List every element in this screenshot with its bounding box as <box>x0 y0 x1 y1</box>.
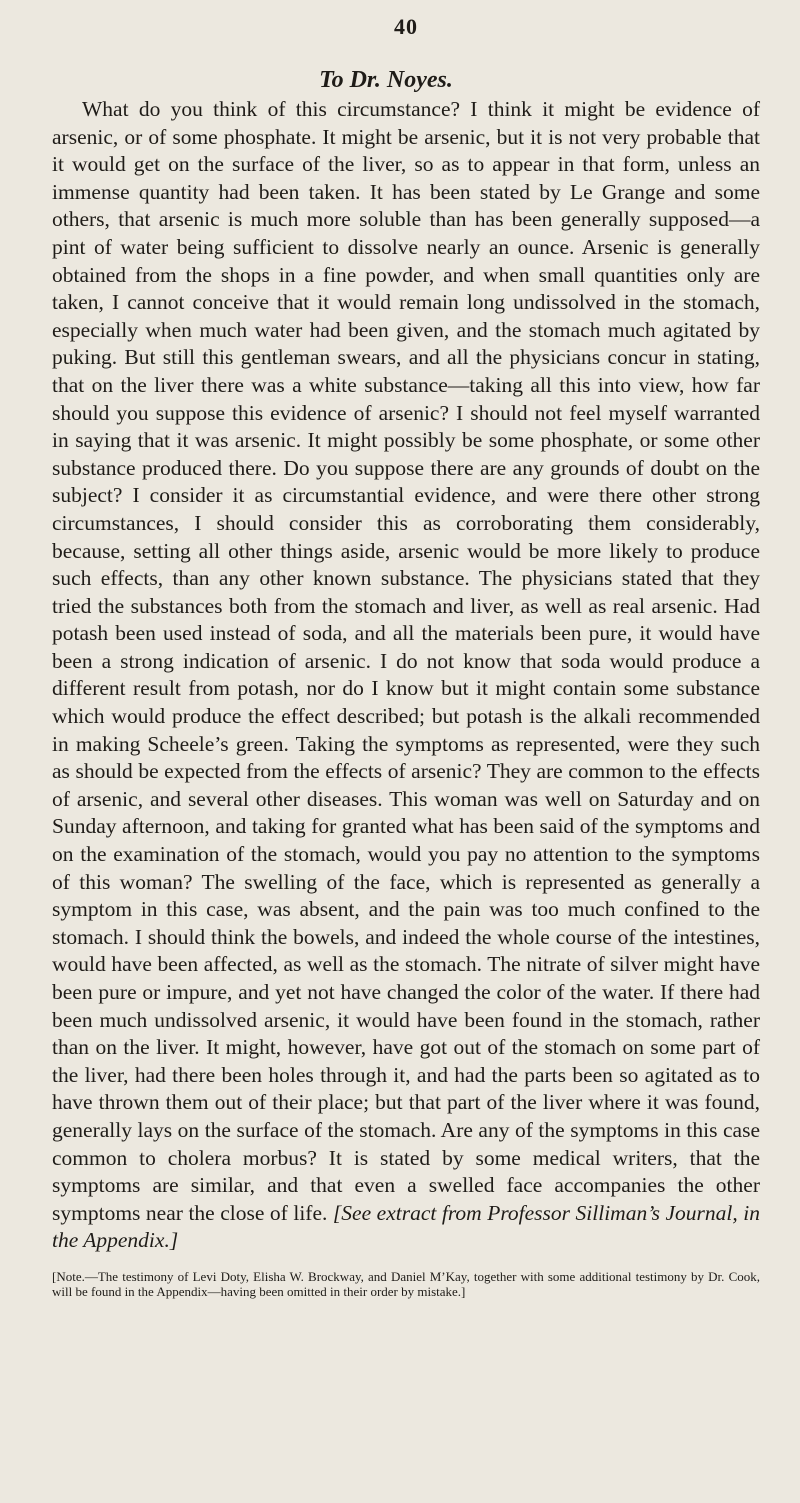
appendix-reference: [See extract from Professor Silliman’s Journal, in the Appendix.] <box>52 1200 760 1253</box>
section-heading: To Dr. Noyes. <box>319 67 453 93</box>
footnote: [Note.—The testimony of Levi Doty, Elisha W. Brockway, and Daniel M’Kay, together with some additional testimony by Dr. Cook, will be found in the Appendix—having been omitted in their order by mistake.] <box>52 1268 760 1299</box>
body-paragraph <box>52 96 760 1255</box>
page-number: 40 <box>394 14 418 39</box>
body-text: What do you think of this circumstance? I think it might be evidence of arsenic, or of some phosphate. It might be arsenic, but it is not very probable that it would get on the surface of the liver, so as to appear in that form, unless an immense quantity had been taken. It has been stated by Le Grange and some others, that arsenic is much more soluble than has been generally supposed—a pint of water being sufficient to dissolve nearly an ounce. Arsenic is generally obtained from the shops in a fine powder, and when small quantities only are taken, I cannot conceive that it would remain long undissolved in the stomach, especially when much water had been given, and the stomach much agitated by puking. But still this gentleman swears, and all the physicians concur in stating, that on the liver there was a white substance—taking all this into view, how far should you suppose this evidence of arsenic? I should not feel myself warranted in saying that it was arsenic. It might possibly be some phosphate, or some other substance produced there. Do you suppose there are any grounds of doubt on the subject? I consider it as circumstantial evidence, and were there other strong circumstances, I should consider this as corroborating them considerably, because, setting all other things aside, arsenic would be more likely to produce such effects, than any other known substance. The physicians stated that they tried the substances both from the stomach and liver, as well as real arsenic. Had potash been used instead of soda, and all the materials been pure, it would have been a strong indication of arsenic. I do not know that soda would produce a different result from potash, nor do I know but it might contain some substance which would produce the effect described; but potash is the alkali recommended in making Scheele’s green. Taking the symptoms as represented, were they such as should be expected from the effects of arsenic? They are common to the effects of arsenic, and several other diseases. This woman was well on Saturday and on Sunday afternoon, and taking for granted what has been said of the symptoms and on the examination of the stomach, would you pay no attention to the symptoms of this woman? The swelling of the face, which is represented as generally a symptom in this case, was absent, and the pain was too much confined to the stomach. I should think the bowels, and indeed the whole course of the intestines, would have been affected, as well as the stomach. The nitrate of silver might have been pure or impure, and yet not have changed the color of the water. If there had been much undissolved arsenic, it would have been found in the stomach, rather than on the liver. It might, however, have got out of the stomach on some part of the liver, had there been holes through it, and had the parts been so agitated as to have thrown them out of their place; but that part of the liver where it was found, generally lays on the surface of the stomach. Are any of the symptoms in this case common to cholera morbus? It is stated by some medical writers, that the symptoms are similar, and that even a swelled face accompanies the other symptoms near the close of life. <box>52 97 760 1225</box>
